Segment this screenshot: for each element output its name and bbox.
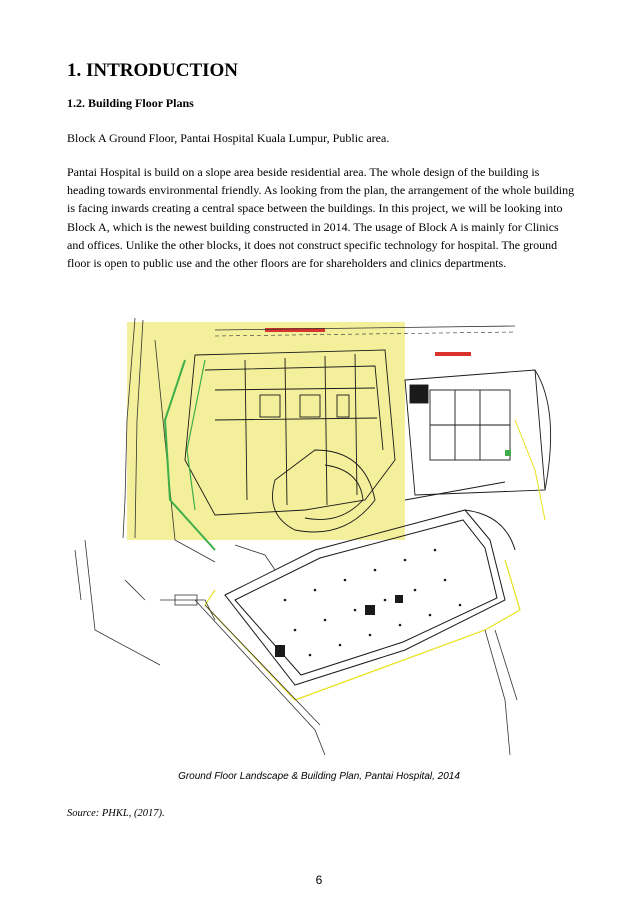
body-paragraph: Pantai Hospital is build on a slope area beside residential area. The whole design of the building is heading towards environmental friendly. As looking from the plan, the arrangement of the whole building is facing inwards creating a central space between the buildings. In this project, we will be looking into Block A, which is the newest building constructed in 2014. The usage of Block A is mainly for Clinics and offices. Unlike the other blocks, it does not construct specific technology for hospital. The ground floor is open to public use and the other floors are for shareholders and clinics departments.	[67, 165, 575, 271]
source-note: Source: PHKL, (2017).	[67, 808, 165, 819]
block-a-highlight	[127, 322, 405, 540]
figure-caption: Ground Floor Landscape & Building Plan, Pantai Hospital, 2014	[178, 771, 460, 782]
intro-line: Block A Ground Floor, Pantai Hospital Kuala Lumpur, Public area.	[67, 131, 390, 145]
floor-plan-figure	[65, 300, 575, 755]
block-bc-plan	[405, 370, 551, 500]
subsection-heading: 1.2. Building Floor Plans	[67, 96, 194, 110]
section-heading: 1. INTRODUCTION	[67, 60, 239, 81]
column-grid	[275, 549, 461, 657]
page-number: 6	[315, 873, 323, 887]
road-label-2	[435, 352, 471, 356]
access-roads	[125, 545, 517, 755]
